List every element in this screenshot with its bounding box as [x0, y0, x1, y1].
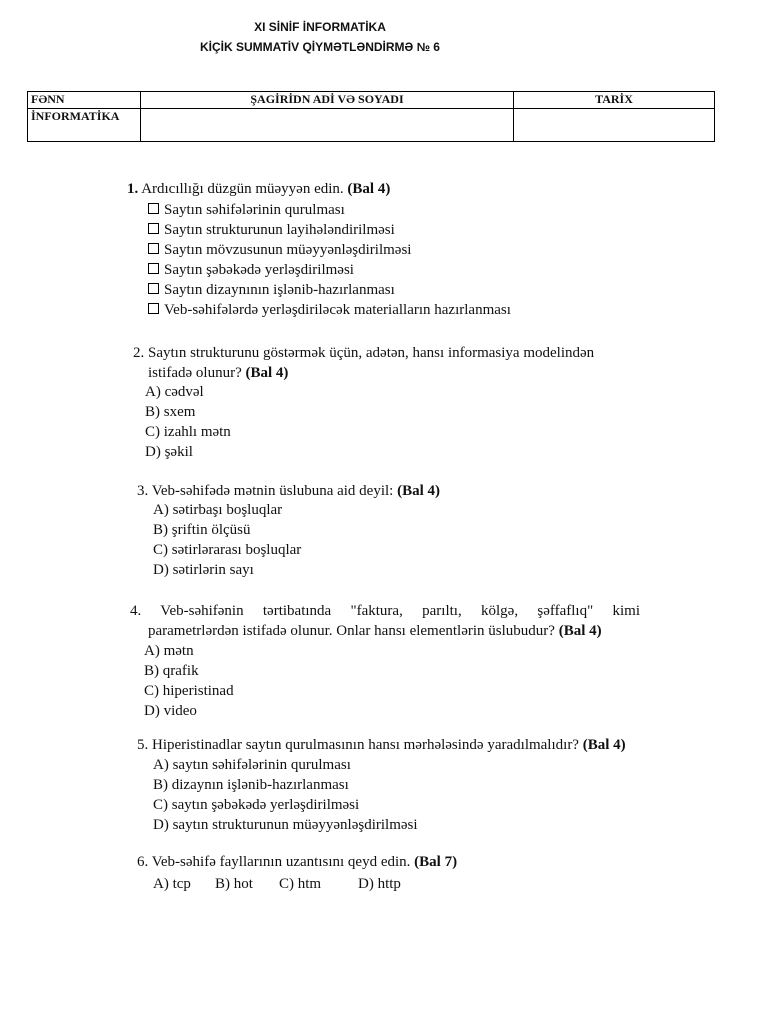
option-item[interactable]: C) htm: [279, 876, 322, 892]
points-label: (Bal 4): [245, 365, 289, 381]
document-subtitle: KİÇİK SUMMATİV QİYMƏTLƏNDİRMƏ № 6: [200, 40, 440, 54]
question-4-text: 4. Veb-səhifənin tərtibatında "faktura, parıltı, kölgə, şəffaflıq" kimi: [130, 603, 640, 619]
question-number: 3.: [137, 483, 149, 499]
student-name-cell[interactable]: [141, 109, 514, 142]
question-number: 1.: [127, 181, 139, 197]
option-item[interactable]: B) hot: [215, 876, 253, 892]
option-item[interactable]: C) sətirlərarası boşluqlar: [153, 542, 302, 558]
question-number: 6.: [137, 854, 149, 870]
option-item[interactable]: A) cədvəl: [145, 384, 204, 400]
student-info-table: [27, 91, 715, 142]
checkbox-icon[interactable]: [148, 203, 159, 214]
question-number: 5.: [137, 737, 149, 753]
question-6-text: 6. Veb-səhifə fayllarının uzantısını qeyd edin. (Bal 7): [137, 854, 458, 870]
date-header: TARİX: [514, 92, 715, 109]
option-item[interactable]: D) http: [358, 876, 401, 892]
option-item[interactable]: C) izahlı mətn: [145, 424, 231, 440]
option-item[interactable]: D) saytın strukturunun müəyyənləşdirilməsi: [153, 817, 418, 833]
option-item[interactable]: A) saytın səhifələrinin qurulması: [153, 757, 351, 773]
points-label: (Bal 4): [582, 737, 626, 753]
question-2-text: 2. Saytın strukturunu göstərmək üçün, adətən, hansı informasiya modelindən: [133, 345, 595, 361]
document-title: XI SİNİF İNFORMATİKA: [254, 20, 386, 34]
question-number: 2.: [133, 345, 145, 361]
table-row: [28, 109, 715, 142]
checkbox-icon[interactable]: [148, 283, 159, 294]
points-label: (Bal 4): [558, 623, 602, 639]
question-2-text-cont: istifadə olunur? (Bal 4): [148, 365, 289, 381]
question-4-text-cont: parametrlərdən istifadə olunur. Onlar hansı elementlərin üslubudur? (Bal 4): [148, 623, 602, 639]
option-item[interactable]: Saytın dizaynının işlənib-hazırlanması: [148, 280, 395, 300]
option-item[interactable]: Saytın strukturunun layihələndirilməsi: [148, 220, 395, 240]
option-item[interactable]: A) sətirbaşı boşluqlar: [153, 502, 283, 518]
table-header-row: [28, 92, 715, 109]
checkbox-icon[interactable]: [148, 303, 159, 314]
option-item[interactable]: Saytın səhifələrinin qurulması: [148, 200, 345, 220]
points-label: (Bal 4): [347, 181, 391, 197]
option-item[interactable]: A) mətn: [144, 643, 194, 659]
option-item[interactable]: B) qrafik: [144, 663, 199, 679]
student-name-header: ŞAGİRİDN ADİ VƏ SOYADI: [141, 92, 514, 109]
checkbox-icon[interactable]: [148, 263, 159, 274]
question-5-text: 5. Hiperistinadlar saytın qurulmasının hansı mərhələsində yaradılmalıdır? (Bal 4): [137, 737, 626, 753]
checkbox-icon[interactable]: [148, 243, 159, 254]
option-item[interactable]: B) sxem: [145, 404, 196, 420]
subject-header: FƏNN: [28, 92, 141, 109]
checkbox-icon[interactable]: [148, 223, 159, 234]
option-item[interactable]: D) şəkil: [145, 444, 193, 460]
option-item[interactable]: Saytın şəbəkədə yerləşdirilməsi: [148, 260, 354, 280]
option-item[interactable]: B) şriftin ölçüsü: [153, 522, 251, 538]
option-item[interactable]: B) dizaynın işlənib-hazırlanması: [153, 777, 349, 793]
option-item[interactable]: Veb-səhifələrdə yerləşdiriləcək materialların hazırlanması: [148, 300, 511, 320]
option-item[interactable]: C) saytın şəbəkədə yerləşdirilməsi: [153, 797, 360, 813]
option-item[interactable]: C) hiperistinad: [144, 683, 234, 699]
date-cell[interactable]: [514, 109, 715, 142]
question-1-text: 1. Ardıcıllığı düzgün müəyyən edin. (Bal 4): [127, 181, 391, 197]
option-item[interactable]: D) video: [144, 703, 197, 719]
option-item[interactable]: D) sətirlərin sayı: [153, 562, 254, 578]
question-number: 4.: [130, 603, 142, 619]
subject-cell: İNFORMATİKA: [28, 109, 141, 142]
option-item[interactable]: A) tcp: [153, 876, 191, 892]
points-label: (Bal 7): [414, 854, 458, 870]
option-item[interactable]: Saytın mövzusunun müəyyənləşdirilməsi: [148, 240, 411, 260]
points-label: (Bal 4): [397, 483, 441, 499]
question-3-text: 3. Veb-səhifədə mətnin üslubuna aid deyil: (Bal 4): [137, 483, 441, 499]
